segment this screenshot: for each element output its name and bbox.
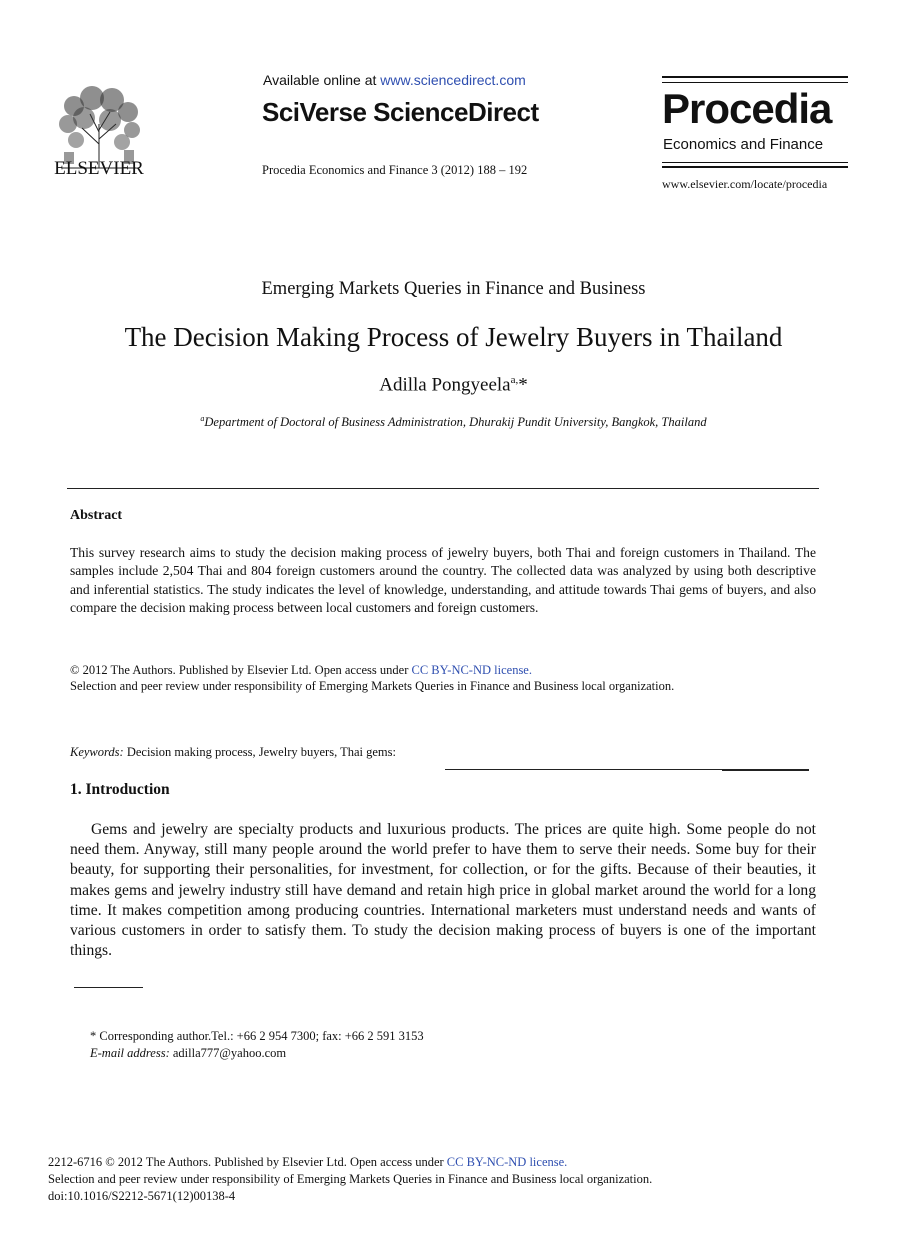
available-online-line xyxy=(263,72,526,88)
affiliation xyxy=(0,414,907,430)
affil-text: Department of Doctoral of Business Administration, Dhurakij Pundit University, Bangkok, Thailand xyxy=(204,415,707,430)
procedia-url[interactable]: www.elsevier.com/locate/procedia xyxy=(662,177,828,191)
conference-name: Emerging Markets Queries in Finance and Business xyxy=(261,279,646,299)
email-note xyxy=(90,1046,286,1061)
footer-copyright-text: 2212-6716 © 2012 The Authors. Published by Elsevier Ltd. Open access under xyxy=(48,1155,447,1169)
sciverse-logo: SciVerse ScienceDirect xyxy=(262,97,539,127)
email-address[interactable]: adilla777@yahoo.com xyxy=(169,1046,287,1060)
footer-license-link[interactable]: CC BY-NC-ND license. xyxy=(446,1155,568,1169)
paper-title: The Decision Making Process of Jewelry Buyers in Thailand xyxy=(124,322,783,352)
affil-mark: a xyxy=(200,414,205,423)
author-line xyxy=(0,374,907,396)
author-name: Adilla Pongyeela xyxy=(379,374,511,396)
author-affil-mark: a, xyxy=(510,374,519,386)
divider xyxy=(722,769,809,771)
license-link[interactable]: CC BY-NC-ND license. xyxy=(411,663,532,677)
peer-review-line: Selection and peer review under responsibility of Emerging Markets Queries in Finance and Business local organization. xyxy=(70,679,675,693)
procedia-rule xyxy=(662,76,848,78)
footer-doi[interactable]: doi:10.1016/S2212-5671(12)00138-4 xyxy=(48,1189,236,1203)
abstract-text: This survey research aims to study the decision making process of jewelry buyers, both Thai and foreign customers in Thailand. The samples include 2,504 Thai and 804 foreign customers around the country. The collected data was analyzed by using both descriptive and inferential statistics. The study indicates the level of knowledge, understanding, and attitude towards Thai gems of buyers, and also compare the decision making process between local customers and foreign customers. xyxy=(70,545,816,616)
footnote-rule xyxy=(74,987,143,988)
procedia-logo: Procedia xyxy=(662,85,832,132)
elsevier-wordmark: ELSEVIER xyxy=(54,158,144,179)
email-label: E-mail address: xyxy=(90,1046,170,1060)
journal-reference: Procedia Economics and Finance 3 (2012) 188 – 192 xyxy=(262,163,528,177)
procedia-rule xyxy=(662,166,848,168)
procedia-rule xyxy=(662,82,848,83)
section-heading-introduction: 1. Introduction xyxy=(70,781,170,798)
available-prefix: Available online at xyxy=(263,72,381,88)
copyright-text: © 2012 The Authors. Published by Elsevier Ltd. Open access under xyxy=(70,663,412,677)
procedia-rule xyxy=(662,162,848,163)
introduction-paragraph: Gems and jewelry are specialty products and luxurious products. The prices are quite high. Some people do not need them. Anyway, still many people around the world prefer to have them to serve their needs. Some buy for their beauty, for supporting their personalities, for investment, for collection, or for the gifts. Because of their beauties, it makes gems and jewelry industry still have demand and retain high price in global market around the world for a long time. It makes competition among producing countries. International marketers must understand needs and wants of various customers in order to satisfy them. To study the decision making process of buyers is one of the important things. xyxy=(70,821,816,960)
author-star: * xyxy=(518,374,528,396)
divider xyxy=(67,488,819,489)
procedia-subtitle: Economics and Finance xyxy=(663,136,824,153)
keywords-text: Decision making process, Jewelry buyers, Thai gems: xyxy=(123,745,396,759)
corresponding-author-note: * Corresponding author.Tel.: +66 2 954 7300; fax: +66 2 591 3153 xyxy=(90,1029,424,1043)
footer-copyright xyxy=(48,1155,567,1170)
abstract-heading: Abstract xyxy=(70,508,123,523)
keywords-line xyxy=(70,745,396,760)
keywords-label: Keywords: xyxy=(70,745,124,759)
sciencedirect-link[interactable]: www.sciencedirect.com xyxy=(380,72,526,88)
copyright-line xyxy=(70,663,532,678)
footer-peer-review: Selection and peer review under responsibility of Emerging Markets Queries in Finance and Business local organization. xyxy=(48,1172,653,1186)
